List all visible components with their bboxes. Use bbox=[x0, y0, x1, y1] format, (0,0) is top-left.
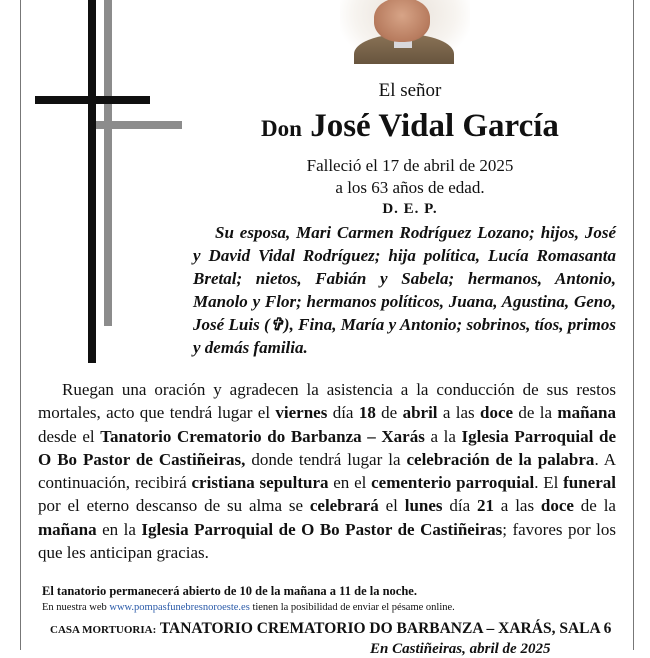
name-text: José Vidal García bbox=[310, 108, 559, 144]
emphasis-text: mañana bbox=[38, 519, 97, 539]
emphasis-text: doce bbox=[480, 403, 514, 423]
emphasis-text: Iglesia Parroquial de O Bo Pastor de Castiñeiras, bbox=[38, 426, 616, 469]
family-list: Su esposa, Mari Carmen Rodríguez Lozano; hijos, José y David Vidal Rodríguez; hija política, Lucía Romasanta Bretal; nietos, Fabián y Sabela; hermanos, Antonio, Manolo y Flor; hermanos políticos, Juana, Agustina, Geno, José Luis (✞), Fina, María y Antonio; sobrinos, tíos, primos y demás familia. bbox=[193, 223, 616, 357]
website-link[interactable]: www.pompasfunebresnoroeste.es bbox=[109, 602, 250, 613]
web-notice-text: En nuestra web bbox=[42, 602, 110, 613]
body-text: a la bbox=[424, 426, 462, 446]
body-text: en el bbox=[328, 473, 372, 493]
emphasis-text: 18 bbox=[358, 403, 376, 423]
web-notice-text-end: tienen la posibilidad de enviar el pésame online. bbox=[249, 602, 455, 613]
emphasis-text: Iglesia Parroquial de O Bo Pastor de Castiñeiras bbox=[141, 519, 503, 539]
body-text: de la bbox=[573, 496, 616, 516]
body-text: a las bbox=[437, 403, 480, 423]
funeral-home-value: TANATORIO CREMATORIO DO BARBANZA – XARÁS, SALA 6 bbox=[156, 620, 612, 637]
deceased-name bbox=[200, 108, 620, 145]
funeral-home-label: CASA MORTUORIA: bbox=[50, 624, 157, 636]
name-prefix: Don bbox=[261, 116, 302, 141]
body-text: . A continuación, recibirá bbox=[38, 449, 617, 493]
body-text: el bbox=[378, 496, 405, 516]
tanatorio-hours: El tanatorio permanecerá abierto de 10 de la mañana a 11 de la noche. bbox=[42, 584, 417, 598]
cross-icon bbox=[0, 0, 190, 370]
body-text: ; favores por los que les anticipan gracias. bbox=[38, 519, 616, 563]
emphasis-text: Tanatorio Crematorio do Barbanza – Xarás bbox=[100, 426, 425, 446]
emphasis-text: lunes bbox=[404, 496, 443, 516]
body-text: de la bbox=[513, 403, 558, 423]
emphasis-text: abril bbox=[402, 403, 438, 423]
web-notice bbox=[42, 602, 455, 613]
emphasis-text: doce bbox=[540, 496, 574, 516]
honorific: El señor bbox=[378, 80, 442, 101]
emphasis-text: cementerio parroquial bbox=[371, 473, 535, 493]
body-text: por el eterno descanso de su alma se bbox=[38, 496, 310, 516]
body-text: donde tendrá lugar la bbox=[245, 449, 407, 469]
body-text: de bbox=[375, 403, 403, 423]
ceremony-details bbox=[38, 378, 616, 564]
emphasis-text: 21 bbox=[476, 496, 494, 516]
body-text: desde el bbox=[38, 426, 101, 446]
body-text: a las bbox=[493, 496, 541, 516]
body-text: en la bbox=[96, 519, 142, 539]
body-text: Ruegan una oración y agradecen la asistencia a la conducción de sus restos mortales, acto que tendrá lugar el bbox=[38, 380, 616, 423]
funeral-home bbox=[50, 620, 611, 638]
age-line: a los 63 años de edad. bbox=[335, 178, 485, 197]
emphasis-text: celebración de la palabra bbox=[406, 449, 595, 469]
body-text: día bbox=[442, 496, 477, 516]
emphasis-text: viernes bbox=[275, 403, 328, 423]
body-text: día bbox=[327, 403, 359, 423]
emphasis-text: cristiana sepultura bbox=[191, 473, 329, 493]
emphasis-text: celebrará bbox=[309, 496, 379, 516]
emphasis-text: mañana bbox=[557, 403, 616, 423]
body-text: . El bbox=[534, 473, 564, 493]
emphasis-text: funeral bbox=[563, 473, 616, 493]
deceased-photo bbox=[340, 0, 470, 64]
rip-line: D. E. P. bbox=[382, 201, 438, 217]
death-date: Falleció el 17 de abril de 2025 bbox=[306, 156, 514, 175]
place-date: En Castiñeiras, abril de 2025 bbox=[370, 641, 551, 657]
